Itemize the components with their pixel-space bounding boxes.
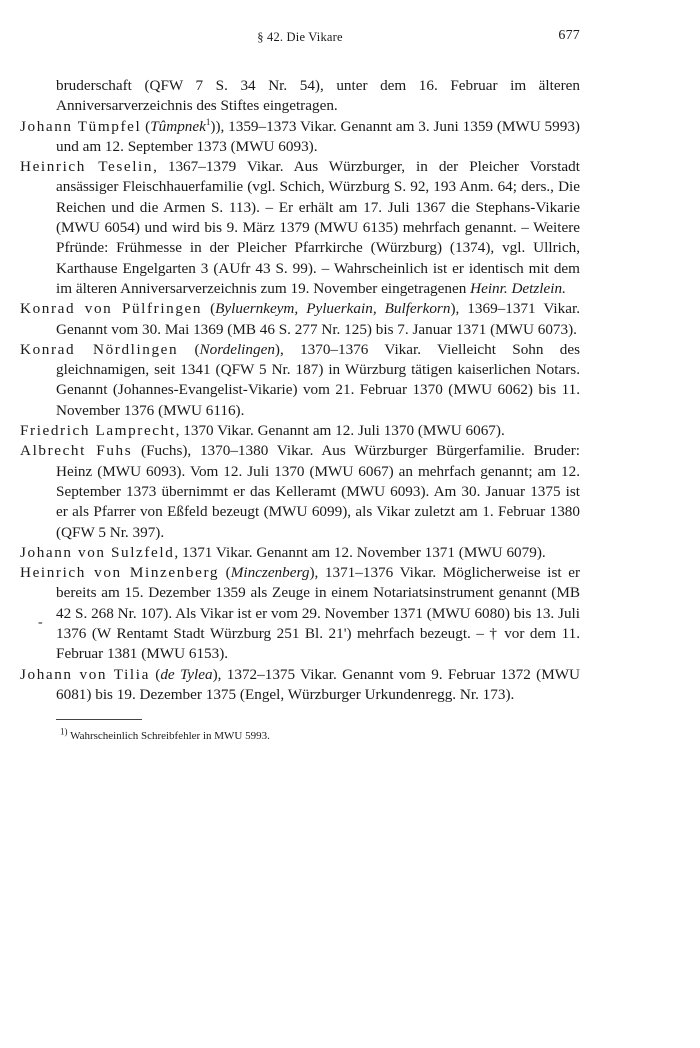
entry xyxy=(20,340,580,421)
footnote xyxy=(20,726,580,743)
entries-body xyxy=(20,76,580,705)
margin-mark: - xyxy=(38,615,43,630)
entry xyxy=(20,157,580,299)
italic-text: Tûmpnek xyxy=(150,117,206,135)
running-head-title: § 42. Die Vikare xyxy=(257,30,343,44)
entry-name: Johann von Tilia xyxy=(20,665,150,683)
entry-name: Heinrich Teselin xyxy=(20,158,154,176)
italic-text: de Tylea xyxy=(160,665,213,683)
entry-text: ( xyxy=(219,564,231,582)
entry-name: Johann Tümpfel xyxy=(20,117,142,135)
italic-text: Byluernkeym, Pyluerkain, Bulferkorn xyxy=(215,300,451,318)
entry-name: Konrad von Pülfringen xyxy=(20,300,203,318)
entry-text: ( xyxy=(149,665,161,683)
entry-name: Heinrich von Minzenberg xyxy=(20,564,220,582)
entry-text: ), 1371–1376 Vikar. Möglicherweise ist er bereits am 15. Dezember 1359 als Zeuge in einem Notariatsinstrument genannt (MB 42 S. 268 Nr. 107). Als Vikar ist er vom 29. November 1371 (MWU 6080) bis 13. Juli 1376 (W Rentamt Stadt Würzburg 251 Bl. 21') mehrfach bezeugt. – † vor dem 11. Februar 1381 (MWU 6153). xyxy=(56,564,580,663)
italic-text: Heinr. Detzlein. xyxy=(470,279,566,297)
entry-text: , 1370 Vikar. Genannt am 12. Juli 1370 (MWU 6067). xyxy=(175,422,505,440)
page-number: 677 xyxy=(558,28,580,43)
entry xyxy=(20,665,580,706)
book-page xyxy=(20,30,580,742)
footnote-marker: 1) xyxy=(60,726,68,737)
running-head xyxy=(20,30,580,56)
entry-text: ( xyxy=(202,300,216,318)
entry-text: , 1367–1379 Vikar. Aus Würzburger, in der Pleicher Vorstadt ansässiger Fleischhauerfamilie (vgl. Schich, Würzburg S. 92, 193 Anm. 64; ders., Die Reichen und die Armen S. 113). – Er erhält am 17. Juli 1367 die Stephans-Vikarie (MWU 6054) und wird bis 9. März 1379 (MWU 6135) mehrfach genannt. – Weitere Pfründe: Frühmesse in der Pleicher Pfarrkirche (Würzburg) (1374), vgl. Ullrich, Karthause Engelgarten 3 (AUfr 43 S. 99). – Wahrscheinlich ist er identisch mit dem im älteren Anniversarverzeichnis zum 19. November eingetragenen xyxy=(56,158,580,297)
entry xyxy=(20,76,580,117)
entry-name: Albrecht Fuhs xyxy=(20,442,133,460)
entry-text: ), 1370–1376 Vikar. Vielleicht Sohn des gleichnamigen, seit 1341 (QFW 5 Nr. 187) in Würzburg tätigen kaiserlichen Notars. Genannt (Johannes-Evangelist-Vikarie) vom 21. Februar 1370 (MWU 6062) bis 11. November 1376 (MWU 6116). xyxy=(56,340,581,419)
entry xyxy=(20,299,580,340)
entry-text: , 1371 Vikar. Genannt am 12. November 1371 (MWU 6079). xyxy=(174,543,546,561)
entry-text: )), 1359–1373 Vikar. Genannt am 3. Juni 1359 (MWU 5993) und am 12. September 1373 (MWU 6093). xyxy=(56,117,580,155)
footnote-text: Wahrscheinlich Schreibfehler in MWU 5993. xyxy=(70,730,270,743)
footnote-ref: 1 xyxy=(205,116,211,127)
entry-name: Konrad Nördlingen xyxy=(20,340,179,358)
italic-text: Nordelingen xyxy=(199,340,275,358)
entry xyxy=(20,441,580,542)
footnote-rule xyxy=(56,719,142,720)
entry-text: ( xyxy=(178,340,200,358)
entry-name: Friedrich Lamprecht xyxy=(20,422,176,440)
entry-name: Johann von Sulzfeld xyxy=(20,543,175,561)
entry-text: bruderschaft (QFW 7 S. 34 Nr. 54), unter dem 16. Februar im älteren Anniversarverzeichnis des Stiftes eingetragen. xyxy=(56,77,580,115)
entry xyxy=(20,543,580,563)
entry-text: (Fuchs), 1370–1380 Vikar. Aus Würzburger Bürgerfamilie. Bruder: Heinz (MWU 6093). Vom 12. Juli 1370 (MWU 6067) an mehrfach genannt; am 12. September 1373 übernimmt er das Kelleramt (MWU 6093). Am 30. Januar 1375 ist er als Pfarrer von Eßfeld bezeugt (MWU 6099), als Vikar zuletzt am 1. Februar 1380 (QFW 5 Nr. 397). xyxy=(56,442,580,541)
entry-text: ), 1369–1371 Vikar. Genannt vom 30. Mai 1369 (MB 46 S. 277 Nr. 125) bis 7. Januar 1371 (MWU 6073). xyxy=(56,300,580,338)
entry-text: ( xyxy=(141,117,151,135)
italic-text: Minczenberg xyxy=(230,564,310,582)
entry xyxy=(20,563,580,664)
entry xyxy=(20,117,580,158)
entry xyxy=(20,421,580,441)
entry-text: ), 1372–1375 Vikar. Genannt vom 9. Februar 1372 (MWU 6081) bis 19. Dezember 1375 (Engel, Würzburger Urkundenregg. Nr. 173). xyxy=(56,665,581,703)
